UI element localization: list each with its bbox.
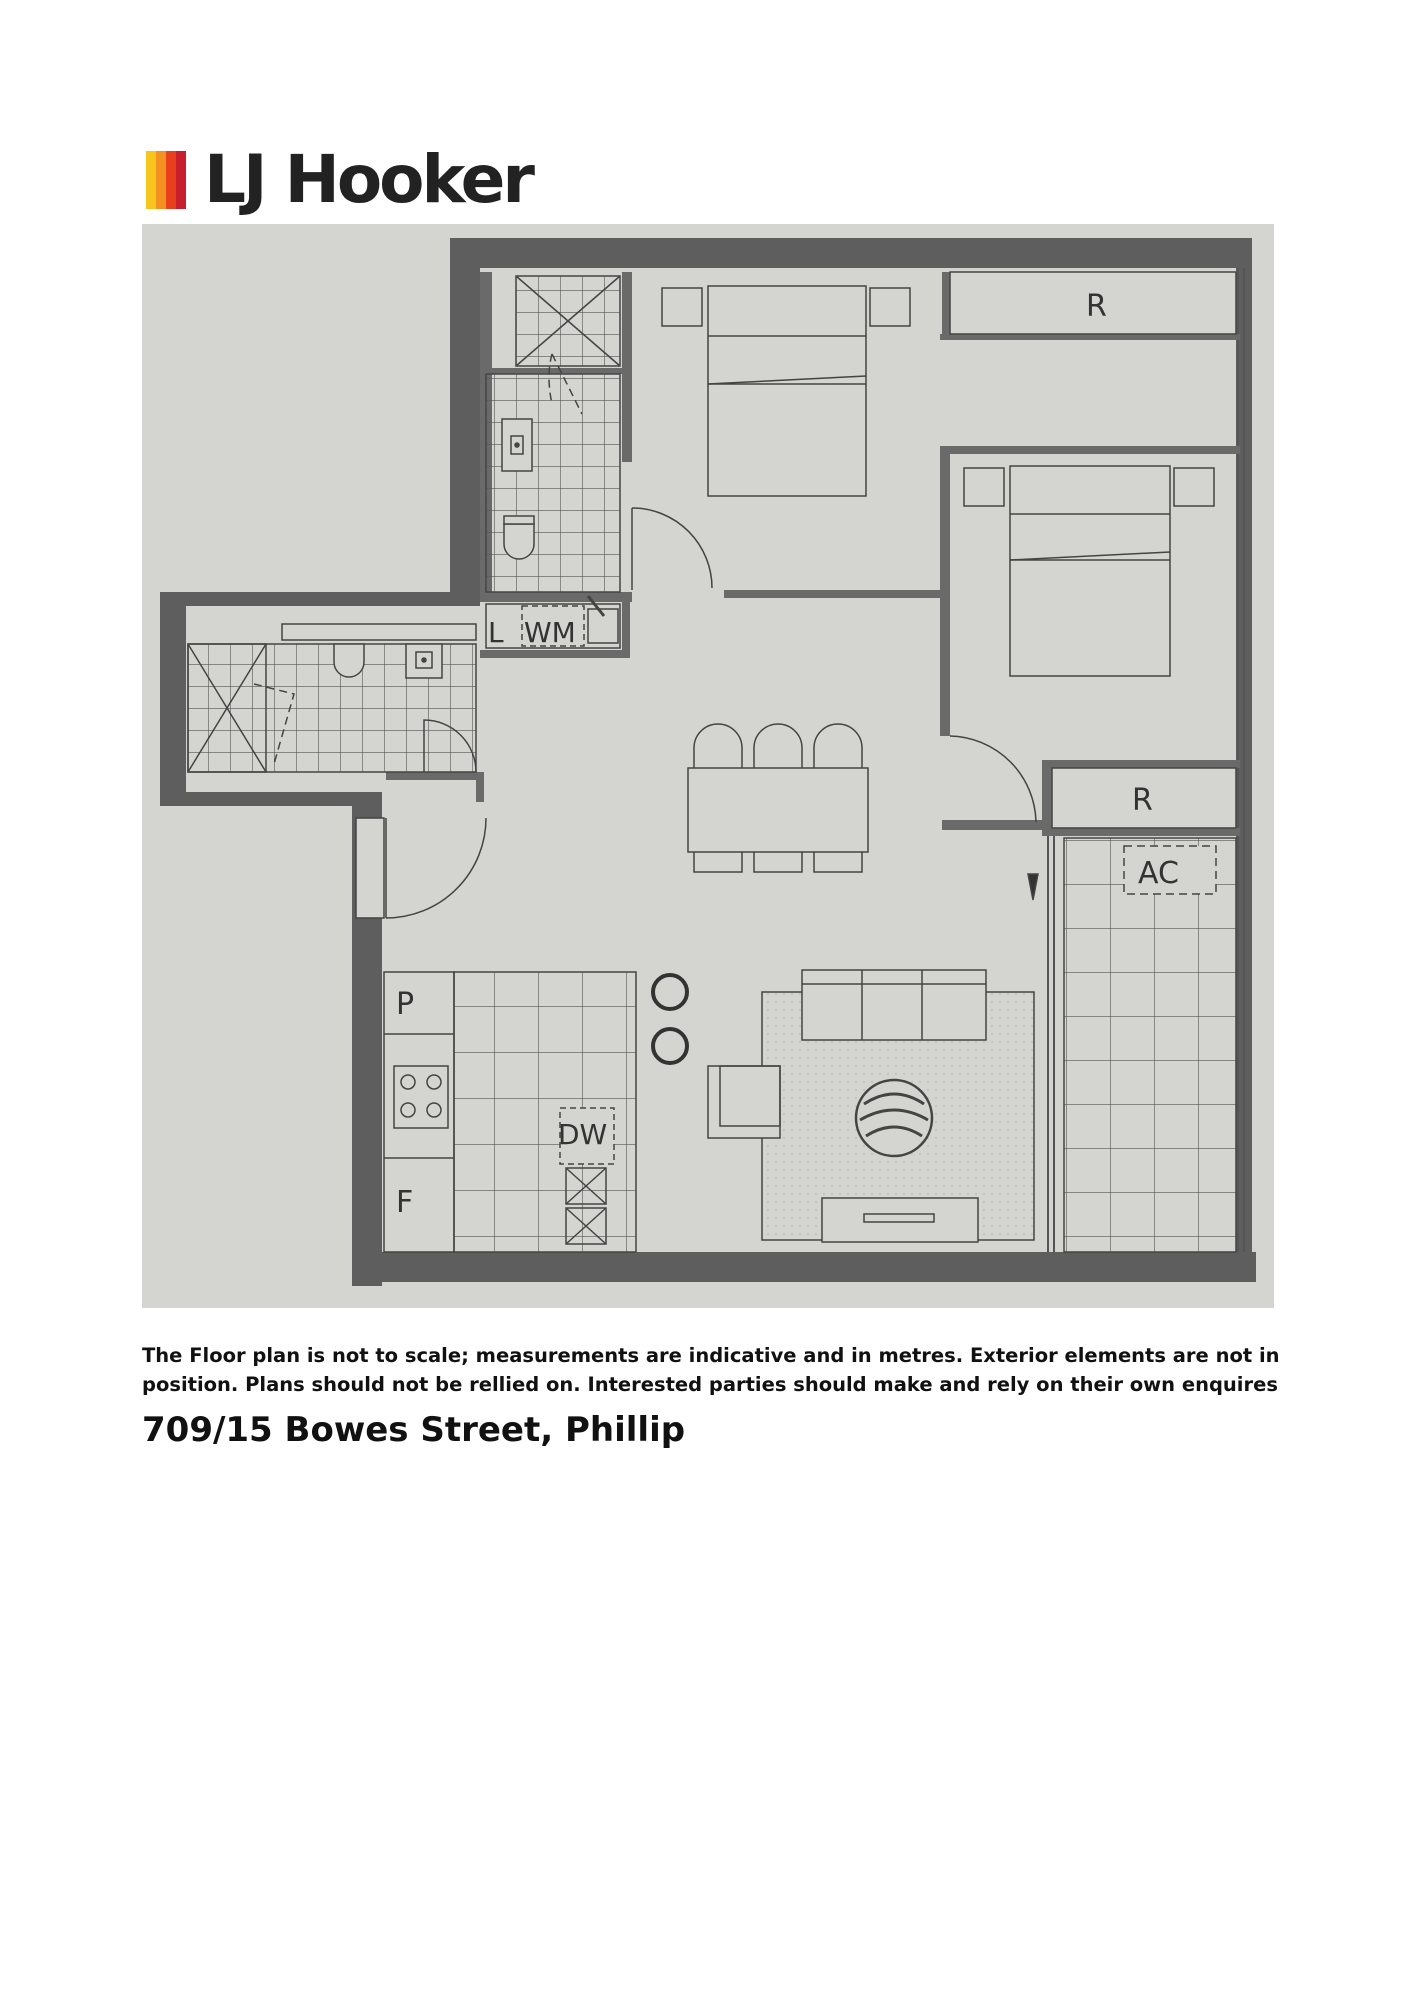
bedroom-1 <box>632 286 910 590</box>
entry-door <box>356 818 486 918</box>
robe-label-2: R <box>1132 783 1153 818</box>
logo-stripes-icon <box>146 151 186 209</box>
balcony <box>1028 838 1236 1252</box>
main-bathroom <box>188 624 476 772</box>
chairs-bottom <box>694 852 862 872</box>
lj-hooker-logo <box>146 140 532 220</box>
fridge-label: F <box>396 1185 414 1220</box>
chairs-top <box>694 724 862 768</box>
robe-label-1: R <box>1086 289 1107 324</box>
kitchen <box>384 972 636 1252</box>
disclaimer-text: The Floor plan is not to scale; measurements are indicative and in metres. Exterior elements are not in position. Plans should not be rellied on. Interested parties should make and rely on their own enquires <box>142 1344 1280 1396</box>
floor-plan <box>142 224 1274 1308</box>
robes <box>950 272 1236 828</box>
living <box>708 970 1034 1242</box>
ensuite <box>486 276 620 592</box>
stools <box>653 975 687 1063</box>
property-address: 709/15 Bowes Street, Phillip <box>142 1410 686 1450</box>
ac-label: AC <box>1138 856 1179 891</box>
dishwasher-label: DW <box>558 1118 608 1151</box>
pantry-label: P <box>396 987 415 1022</box>
dining <box>688 724 868 872</box>
laundry-label: L <box>488 616 504 649</box>
washing-machine-label: WM <box>524 616 576 649</box>
laundry <box>486 596 620 649</box>
logo-wordmark: LJ Hooker <box>204 141 532 218</box>
